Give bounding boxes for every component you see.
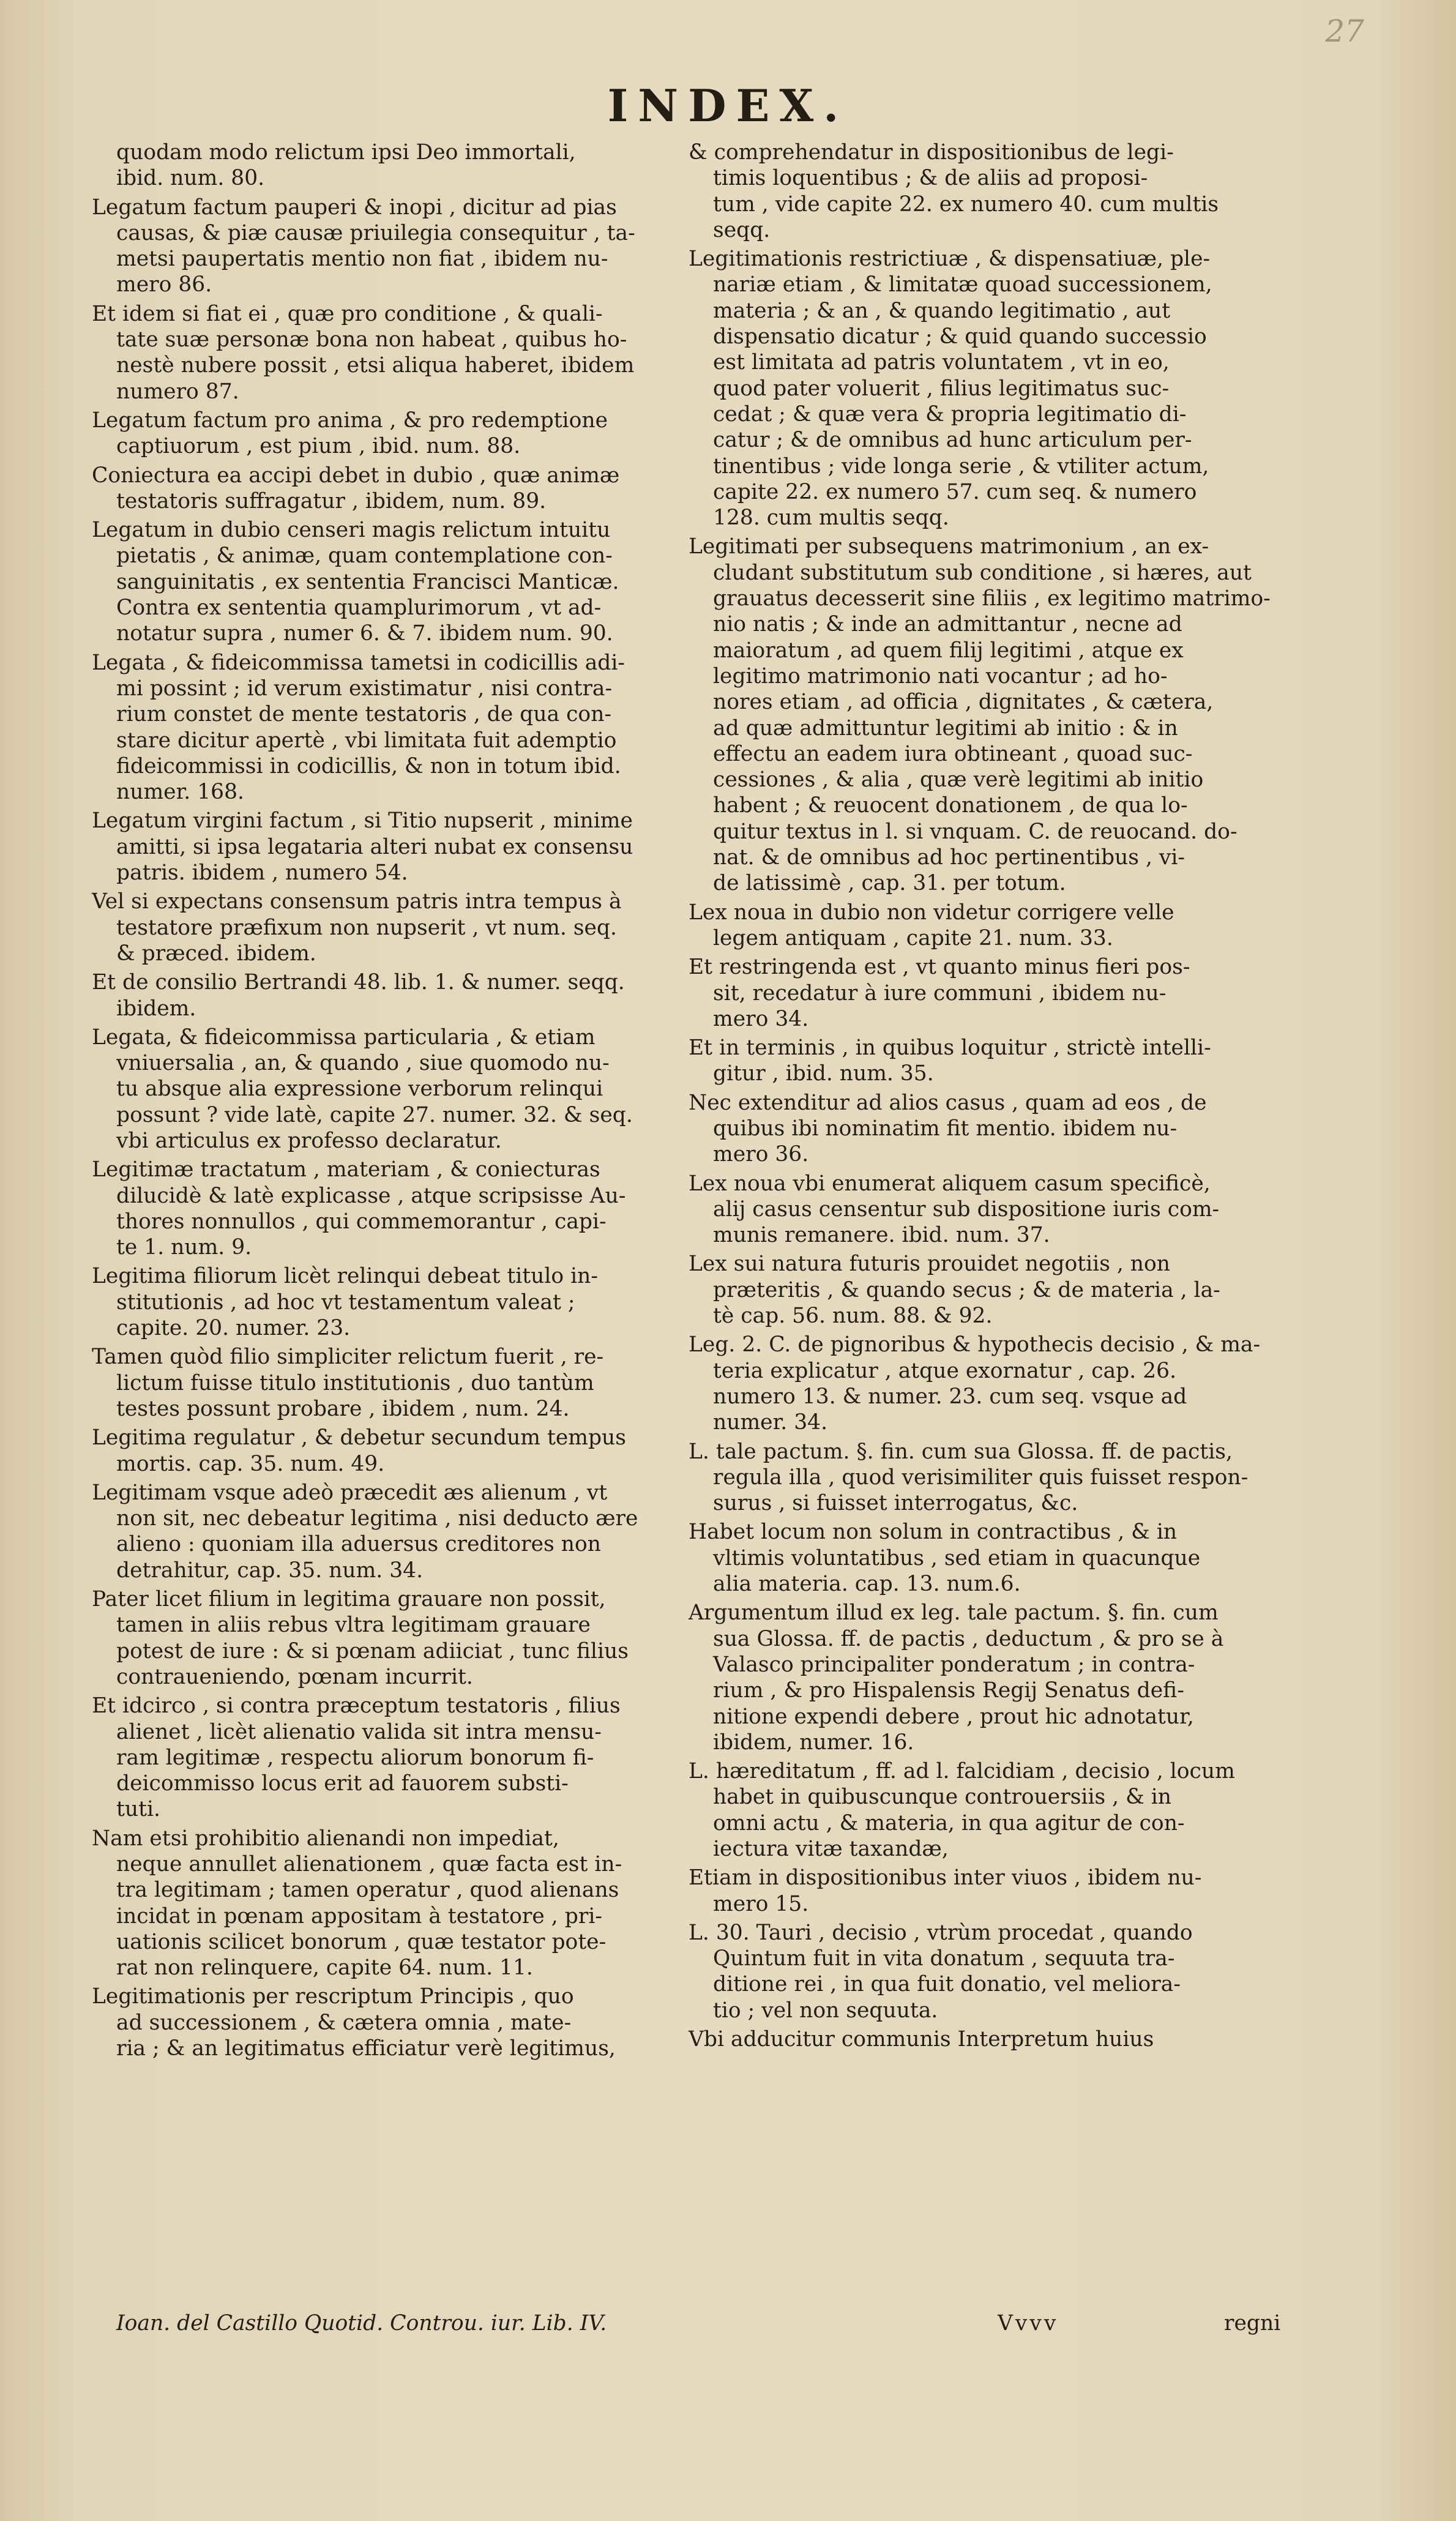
right-column [689, 140, 1301, 2055]
index-entry: Lex noua in dubio non videtur corrigere velle legem antiquam , capite 21. num. 33. [689, 900, 1174, 951]
index-entry: Et de consilio Bertrandi 48. lib. 1. & numer. seqq. ibidem. [92, 970, 625, 1021]
index-entry: Lex noua vbi enumerat aliquem casum specificè, alij casus censentur sub dispositione iuris com- munis remanere. ibid. num. 37. [689, 1171, 1220, 1248]
index-entry: L. 30. Tauri , decisio , vtrùm procedat , quando Quintum fuit in vita donatum , sequuta tra- ditione rei , in qua fuit donatio, vel meliora- tio ; vel non sequuta. [689, 1920, 1193, 2023]
index-entry: Legatum factum pauperi & inopi , dicitur ad pias causas, & piæ causæ priuilegia consequitur , ta- metsi paupertatis mentio non fiat , ibidem nu- mero 86. [92, 195, 635, 297]
index-entry: Coniectura ea accipi debet in dubio , quæ animæ testatoris suffragatur , ibidem, num. 89. [92, 463, 620, 514]
index-entry: Legitima filiorum licèt relinqui debeat titulo in- stitutionis , ad hoc vt testamentum valeat ; capite. 20. numer. 23. [92, 1264, 599, 1341]
index-entry: Et idem si fiat ei , quæ pro conditione , & quali- tate suæ personæ bona non habeat , quibus ho- nestè nubere possit , etsi aliqua haberet, ibidem numero 87. [92, 301, 635, 404]
left-column [92, 140, 704, 2064]
index-entry: Et restringenda est , vt quanto minus fieri pos- sit, recedatur à iure communi , ibidem nu- mero 34. [689, 955, 1190, 1031]
index-entry: L. hæreditatum , ff. ad l. falcidiam , decisio , locum habet in quibuscunque controuersiis , & in omni actu , & materia, in qua agitur de con- iectura vitæ taxandæ, [689, 1759, 1235, 1861]
index-entry: Legatum in dubio censeri magis relictum intuitu pietatis , & animæ, quam contemplatione con- sanguinitatis , ex sententia Francisci Manticæ. Contra ex sententia quamplurimorum , vt ad- notatur supra , numer 6. & 7. ibidem num. 90. [92, 518, 619, 646]
index-entry: Legitimam vsque adeò præcedit æs alienum , vt non sit, nec debeatur legitima , nisi deducto ære alieno : quoniam illa aduersus creditores non detrahitur, cap. 35. num. 34. [92, 1480, 638, 1583]
running-signature: Ioan. del Castillo Quotid. Controu. iur. Lib. IV. [116, 2311, 607, 2336]
index-entry: Pater licet filium in legitima grauare non possit, tamen in aliis rebus vltra legitimam grauare potest de iure : & si pœnam adiiciat , tunc filius contraueniendo, pœnam incurrit. [92, 1587, 629, 1689]
index-entry: Et idcirco , si contra præceptum testatoris , filius alienet , licèt alienatio valida sit intra mensu- ram legitimæ , respectu aliorum bonorum fi- deicommisso locus erit ad fauorem substi- tuti. [92, 1694, 621, 1822]
index-entry: Vbi adducitur communis Interpretum huius [689, 2027, 1154, 2052]
quire-signature: Vvvv [998, 2311, 1059, 2336]
manuscript-folio-number: 27 [1325, 13, 1364, 49]
index-entry: Vel si expectans consensum patris intra tempus à testatore præfixum non nupserit , vt num. seq. & præced. ibidem. [92, 889, 622, 966]
index-entry: Tamen quòd filio simpliciter relictum fuerit , re- lictum fuisse titulo institutionis , duo tantùm testes possunt probare , ibidem , num. 24. [92, 1345, 604, 1421]
index-entry: Argumentum illud ex leg. tale pactum. §. fin. cum sua Glossa. ff. de pactis , deductum , & pro se à Valasco principaliter ponderatum ; in contra- rium , & pro Hispalensis Regij Senatus defi- nitione expendi debere , prout hic adnotatur, ibidem, numer. 16. [689, 1600, 1224, 1755]
index-entry: Legitimationis per rescriptum Principis , quo ad successionem , & cætera omnia , mate- ria ; & an legitimatus efficiatur verè legitimus, [92, 1984, 616, 2061]
index-entry: Legata, & fideicommissa particularia , & etiam vniuersalia , an, & quando , siue quomodo nu- tu absque alia expressione verborum relinqui possunt ? vide latè, capite 27. numer. 32. & seq. vbi articulus ex professo declaratur. [92, 1025, 633, 1153]
index-entry: Legitimæ tractatum , materiam , & coniecturas dilucidè & latè explicasse , atque scripsisse Au- thores nonnullos , qui commemorantur , capi- te 1. num. 9. [92, 1157, 626, 1260]
index-entry: Etiam in dispositionibus inter viuos , ibidem nu- mero 15. [689, 1866, 1202, 1916]
index-entry: Legata , & fideicommissa tametsi in codicillis adi- mi possint ; id verum existimatur , nisi contra- rium constet de mente testatoris , de qua con- stare dicitur apertè , vbi limitata fuit ademptio fideicommissi in codicillis, & non in totum ibid. numer. 168. [92, 650, 625, 805]
index-entry: Legitimati per subsequens matrimonium , an ex- cludant substitutum sub conditione , si hæres, aut grauatus decesserit sine filiis , ex legitimo matrimo- nio natis ; & inde an admittantur , necne ad maioratum , ad quem filij legitimi , atque ex legitimo matrimonio nati vocantur ; ad ho- nores etiam , ad officia , dignitates , & cætera, ad quæ admittuntur legitimi ab initio : & in effectu an eadem iura obtineant , quoad suc- cessiones , & alia , quæ verè legitimi ab initio habent ; & reuocent donationem , de qua lo- quitur textus in l. si vnquam. C. de reuocand. do- nat. & de omnibus ad hoc pertinentibus , vi- de latissimè , cap. 31. per totum. [689, 534, 1271, 896]
index-entry: L. tale pactum. §. fin. cum sua Glossa. ff. de pactis, regula illa , quod verisimiliter quis fuisset respon- surus , si fuisset interrogatus, &c. [689, 1439, 1249, 1516]
index-entry: Legatum virgini factum , si Titio nupserit , minime amitti, si ipsa legataria alteri nubat ex consensu patris. ibidem , numero 54. [92, 809, 633, 886]
index-entry: Legatum factum pro anima , & pro redemptione captiuorum , est pium , ibid. num. 88. [92, 408, 608, 459]
index-entry: & comprehendatur in dispositionibus de legi- timis loquentibus ; & de aliis ad proposi- tum , vide capite 22. ex numero 40. cum multis seqq. [689, 140, 1219, 242]
index-entry: Lex sui natura futuris prouidet negotiis , non præteritis , & quando secus ; & de materia , la- tè cap. 56. num. 88. & 92. [689, 1252, 1220, 1329]
index-entry: Nam etsi prohibitio alienandi non impediat, neque annullet alienationem , quæ facta est in- tra legitimam ; tamen operatur , quod alienans incidat in pœnam appositam à testatore , pri- uationis scilicet bonorum , quæ testator pote- rat non relinquere, capite 64. num. 11. [92, 1826, 622, 1981]
page-title: INDEX. [607, 80, 849, 132]
index-entry: Legitima regulatur , & debetur secundum tempus mortis. cap. 35. num. 49. [92, 1425, 626, 1476]
index-entry: Habet locum non solum in contractibus , & in vltimis voluntatibus , sed etiam in quacunque alia materia. cap. 13. num.6. [689, 1520, 1201, 1597]
catchword: regni [1224, 2311, 1281, 2336]
index-entry: Legitimationis restrictiuæ , & dispensatiuæ, ple- nariæ etiam , & limitatæ quoad successionem, materia ; & an , & quando legitimatio , aut dispensatio dicatur ; & quid quando successio est limitata ad patris voluntatem , vt in eo, quod pater voluerit , filius legitimatus suc- cedat ; & quæ vera & propria legitimatio di- catur ; & de omnibus ad hunc articulum per- tinentibus ; vide longa serie , & vtiliter actum, capite 22. ex numero 57. cum seq. & numero 128. cum multis seqq. [689, 247, 1212, 531]
index-entry: Et in terminis , in quibus loquitur , strictè intelli- gitur , ibid. num. 35. [689, 1036, 1211, 1086]
index-entry: Nec extenditur ad alios casus , quam ad eos , de quibus ibi nominatim fit mentio. ibidem nu- mero 36. [689, 1090, 1207, 1167]
index-entry: quodam modo relictum ipsi Deo immortali, ibid. num. 80. [116, 140, 576, 191]
index-entry: Leg. 2. C. de pignoribus & hypothecis decisio , & ma- teria explicatur , atque exornatur , cap. 26. numero 13. & numer. 23. cum seq. vsque ad numer. 34. [689, 1332, 1261, 1435]
